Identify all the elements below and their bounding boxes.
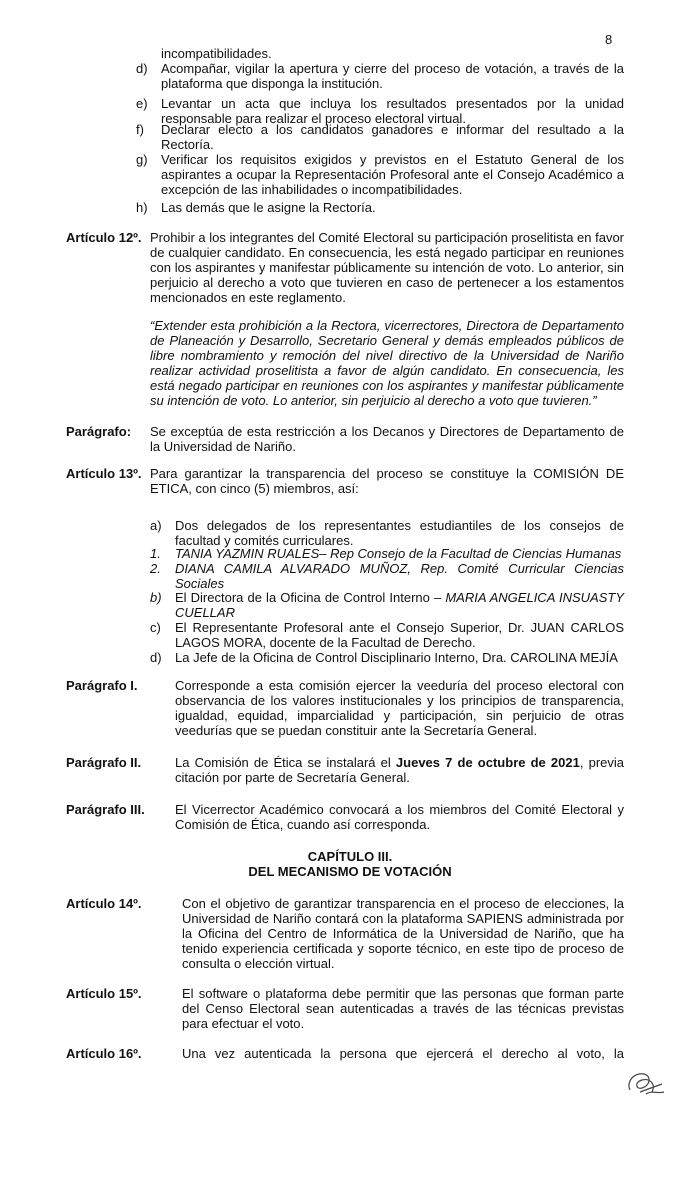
commission-item-a (150, 518, 624, 548)
article-16-text: Una vez autenticada la persona que ejercerá el derecho al voto, la (182, 1046, 624, 1061)
article-15-label: Artículo 15º. (66, 986, 142, 1001)
list-item-g (136, 152, 624, 197)
chapter-number: CAPÍTULO III. (307, 849, 393, 864)
article-14-text: Con el objetivo de garantizar transparencia en el proceso de elecciones, la Universidad de Nariño contará con la plataforma SAPIENS administrada por la Oficina del Centro de Informática de la Universidad de Nariño, que ha tenido experiencia certificada y soporte técnico, en este tipo de proceso de consulta o elección virtual. (182, 896, 624, 971)
list-item-text: Levantar un acta que incluya los resultados presentados por la unidad responsable para realizar el proceso electoral virtual. (161, 96, 624, 126)
list-marker: a) (150, 518, 162, 533)
list-item-d (136, 61, 624, 91)
paragrafo-ii-label: Parágrafo II. (66, 755, 142, 770)
paragrafo-iii-label: Parágrafo III. (66, 802, 145, 817)
article-12-quote: “Extender esta prohibición a la Rectora, vicerrectores, Directora de Departamento de Planeación y Desarrollo, Secretario General y demás empleados públicos de libre nombramiento y remoción del nivel directivo de la Universidad de Nariño realizar actividad proselitista a favor de algún candidato. En consecuencia, les está negado participar en reuniones con los aspirantes y manifestar públicamente su intención de voto. Lo anterior, sin perjuicio al derecho a voto que tuvieren.” (150, 318, 624, 408)
paragrafo-ii-post: , previa citación por parte de Secretaría General. (175, 755, 624, 785)
commission-item-b-name: MARIA ANGELICA INSUASTY CUELLAR (175, 590, 624, 620)
commission-item-c (150, 620, 624, 650)
commission-member-text: TANIA YAZMIN RUALES– Rep Consejo de la Facultad de Ciencias Humanas (175, 546, 622, 561)
commission-item-d (150, 650, 624, 665)
list-item-text: Las demás que le asigne la Rectoría. (161, 200, 376, 215)
commission-item-b-text: El Directora de la Oficina de Control Interno – (175, 590, 446, 605)
commission-item-text: La Jefe de la Oficina de Control Disciplinario Interno, Dra. CAROLINA MEJÍA (175, 650, 618, 665)
list-marker: d) (150, 650, 162, 665)
commission-member-text: DIANA CAMILA ALVARADO MUÑOZ, Rep. Comité Curricular Ciencias Sociales (175, 561, 624, 591)
paragrafo-ii-date: Jueves 7 de octubre de 2021 (395, 755, 580, 770)
list-marker: c) (150, 620, 161, 635)
list-marker: d) (136, 61, 148, 76)
list-item-text: Declarar electo a los candidatos ganadores e informar del resultado a la Rectoría. (161, 122, 624, 152)
commission-member-1 (150, 546, 624, 561)
article-15-text: El software o plataforma debe permitir que las personas que forman parte del Censo Electoral sean autenticadas a través de las técnicas previstas para efectuar el voto. (182, 986, 624, 1031)
list-marker: h) (136, 200, 148, 215)
article-13-text: Para garantizar la transparencia del proceso se constituye la COMISIÓN DE ETICA, con cinco (5) miembros, así: (150, 466, 624, 496)
paragrafo-ii-text (175, 755, 624, 785)
commission-item-b (150, 590, 624, 620)
article-12-text: Prohibir a los integrantes del Comité Electoral su participación proselitista en favor de cualquier candidato. En consecuencia, les está negado participar en reuniones con los aspirantes y manifestar públicamente su intención de voto. Lo anterior, sin perjuicio al derecho a voto que tuvieren en caso de pertenecer a los estamentos mencionados en este reglamento. (150, 230, 625, 305)
list-marker: 2. (150, 561, 161, 576)
commission-item-text: El Representante Profesoral ante el Consejo Superior, Dr. JUAN CARLOS LAGOS MORA, docente de la Facultad de Derecho. (175, 620, 624, 650)
list-item-f (136, 122, 624, 152)
commission-member-2 (150, 561, 624, 591)
signature-mark (622, 1064, 670, 1100)
paragrafo-i-label: Parágrafo I. (66, 678, 138, 693)
article-13-label: Artículo 13º. (66, 466, 142, 481)
list-item-h (136, 200, 624, 215)
paragrafo-iii-text: El Vicerrector Académico convocará a los miembros del Comité Electoral y Comisión de Ética, cuando así corresponda. (175, 802, 624, 832)
list-marker: f) (136, 122, 144, 137)
article-14-label: Artículo 14º. (66, 896, 142, 911)
commission-item-text: Dos delegados de los representantes estudiantiles de los consejos de facultad y comités curriculares. (175, 518, 624, 548)
paragrafo-ii-pre: La Comisión de Ética se instalará el (175, 755, 396, 770)
chapter-title: DEL MECANISMO DE VOTACIÓN (248, 864, 452, 879)
article-12-label: Artículo 12º. (66, 230, 142, 245)
paragrafo-label: Parágrafo: (66, 424, 132, 439)
list-marker: b) (150, 590, 162, 605)
list-marker: g) (136, 152, 148, 167)
list-item-c-tail: incompatibilidades. (161, 46, 272, 61)
paragrafo-i-text: Corresponde a esta comisión ejercer la veeduría del proceso electoral con observancia de los valores institucionales y los principios de transparencia, igualdad, equidad, imparcialidad y participación, sin perjuicio de otras veedurías que se puedan constituir ante la Secretaría General. (175, 678, 624, 738)
article-16-label: Artículo 16º. (66, 1046, 142, 1061)
commission-item-text (175, 590, 624, 620)
list-item-text: Verificar los requisitos exigidos y previstos en el Estatuto General de los aspirantes a ocupar la Representación Profesoral ante el Consejo Académico a excepción de las inhabilidades o incompatibilidades. (161, 152, 624, 197)
list-marker: 1. (150, 546, 161, 561)
paragrafo-text: Se exceptúa de esta restricción a los Decanos y Directores de Departamento de la Universidad de Nariño. (150, 424, 624, 454)
page-number: 8 (605, 32, 613, 47)
list-item-text: Acompañar, vigilar la apertura y cierre del proceso de votación, a través de la plataforma que disponga la institución. (161, 61, 624, 91)
list-marker: e) (136, 96, 148, 111)
